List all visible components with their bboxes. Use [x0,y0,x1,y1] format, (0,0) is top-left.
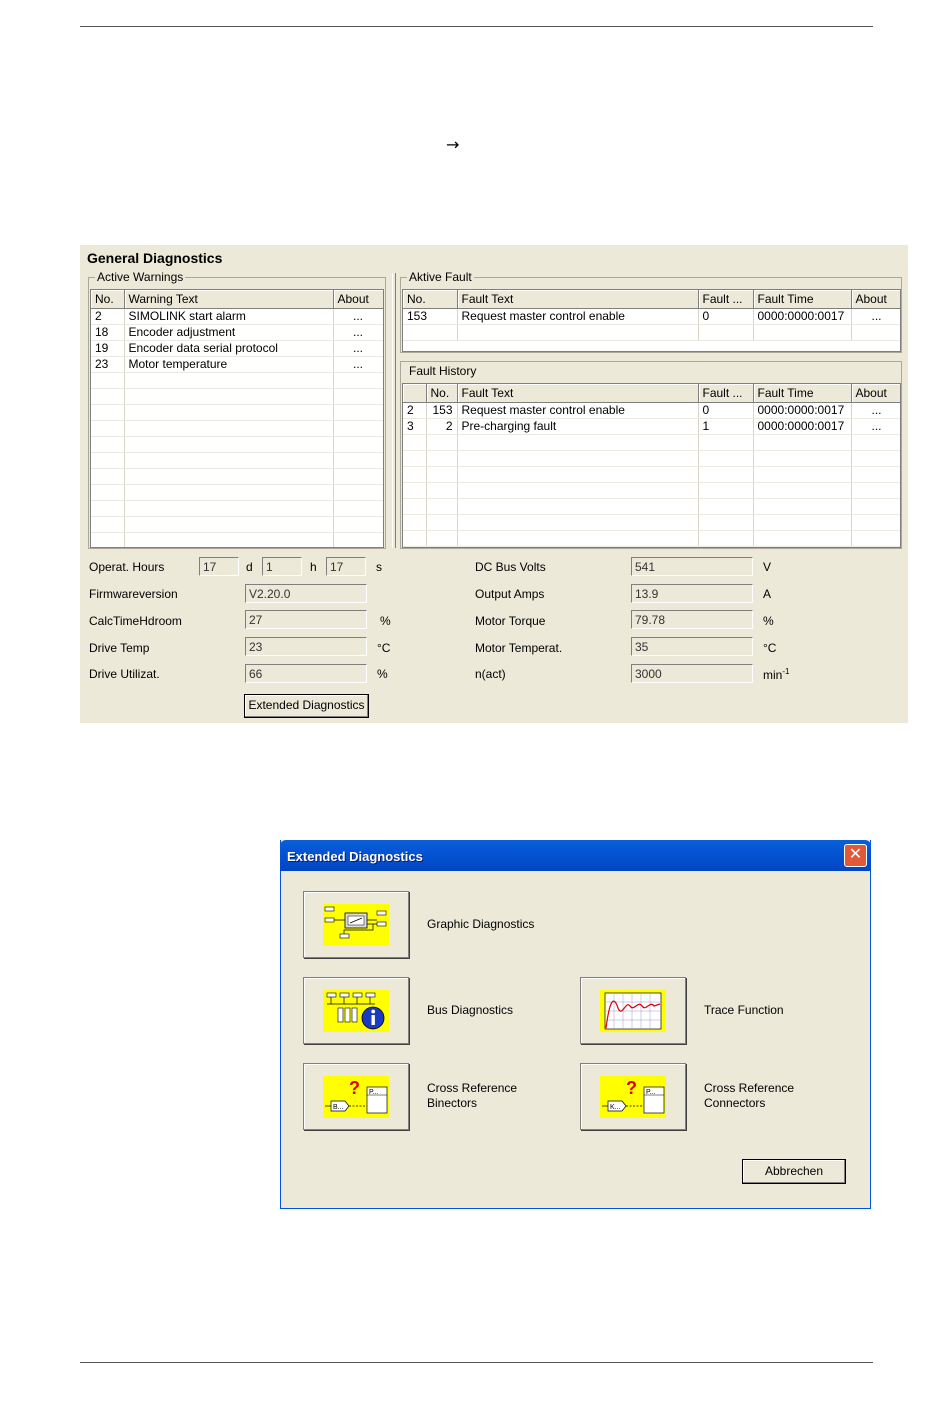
nact-label: n(act) [475,667,506,681]
warnings-cell [124,388,333,404]
warnings-cell [333,500,383,516]
history-cell [698,514,753,530]
util-label: Drive Utilizat. [89,667,160,681]
torque-field: 79.78 [631,610,753,629]
graphic-diagnostics-button[interactable] [303,891,409,958]
history-cell [457,482,698,498]
history-cell [403,498,426,514]
fault-col-header[interactable]: No. [403,290,457,308]
bus-diagnostics-label: Bus Diagnostics [427,1003,514,1017]
top-rule [80,26,873,27]
warnings-row[interactable] [91,484,383,500]
warnings-cell [91,404,124,420]
panel-title: General Diagnostics [87,250,223,266]
history-cell [457,498,698,514]
binector-p-glyph: P... [369,1089,379,1096]
history-col-header[interactable]: About [851,384,901,402]
connector-k-glyph: K... [610,1104,621,1111]
bus-diagnostics-button[interactable] [303,977,409,1044]
fault-col-header[interactable]: Fault Time [753,290,851,308]
fault-cell: 0000:0000:0017 [753,308,851,324]
amps-field: 13.9 [631,584,753,603]
history-row[interactable] [403,482,901,498]
fault-table[interactable] [402,289,901,352]
op-hours-field: 1 [262,557,302,576]
warnings-cell: Encoder data serial protocol [124,340,333,356]
fault-col-header[interactable]: Fault Text [457,290,698,308]
warnings-cell [91,468,124,484]
history-cell [753,450,851,466]
mtemp-label: Motor Temperat. [475,641,563,655]
op-d-unit: d [246,560,253,574]
history-label: Fault History [409,364,477,378]
trace-function-button[interactable] [580,977,686,1044]
warnings-row[interactable] [91,500,383,516]
calc-label: CalcTimeHdroom [89,614,182,628]
history-cell: 2 [403,402,426,418]
warnings-cell [124,468,333,484]
history-row[interactable] [403,466,901,482]
op-secs-field: 17 [326,557,366,576]
temp-field: 23 [245,637,367,656]
history-cell [426,530,457,546]
history-cell [698,434,753,450]
warnings-col-header[interactable]: No. [91,290,124,308]
history-cell [403,466,426,482]
fault-cell [851,324,901,340]
binectors-line-2: Binectors [427,1096,478,1110]
warnings-cell [124,500,333,516]
warnings-cell [91,516,124,532]
warnings-cell [91,452,124,468]
general-diagnostics-panel [80,245,908,723]
warnings-label: Active Warnings [97,270,184,284]
nact-unit-text: min [763,668,783,682]
warnings-row[interactable] [91,388,383,404]
history-col-header[interactable]: Fault ... [698,384,753,402]
history-cell: Pre-charging fault [457,418,698,434]
history-cell [753,514,851,530]
temp-label: Drive Temp [89,641,150,655]
cross-reference-binectors-label [427,1081,517,1111]
bottom-rule [80,1362,873,1363]
warnings-col-header[interactable]: About [333,290,383,308]
warnings-cell [91,436,124,452]
warnings-cell [124,420,333,436]
warnings-cell [333,436,383,452]
cross-reference-connectors-button[interactable] [580,1063,686,1130]
history-cell [851,450,901,466]
warnings-cell [333,484,383,500]
util-field: 66 [245,664,367,683]
fault-col-header[interactable]: Fault ... [698,290,753,308]
warnings-cell [333,532,383,548]
history-cell [753,482,851,498]
history-cell [851,434,901,450]
history-cell [753,434,851,450]
history-cell [851,482,901,498]
history-cell [403,434,426,450]
warnings-cell [333,372,383,388]
history-cell: ... [851,402,901,418]
fault-cell [698,324,753,340]
history-row[interactable] [403,450,901,466]
cancel-button[interactable]: Abbrechen [742,1159,846,1184]
warnings-cell [333,452,383,468]
mtemp-unit: °C [763,641,777,655]
history-row[interactable] [403,418,901,434]
warnings-cell [124,532,333,548]
warnings-row[interactable] [91,532,383,548]
history-cell [403,514,426,530]
fault-cell: 153 [403,308,457,324]
history-cell: 0 [698,402,753,418]
history-cell [753,466,851,482]
history-row[interactable] [403,514,901,530]
history-col-header[interactable]: Fault Text [457,384,698,402]
warnings-cell: Motor temperature [124,356,333,372]
graphic-diagnostics-label: Graphic Diagnostics [427,917,535,931]
dcbus-field: 541 [631,557,753,576]
history-col-header[interactable]: Fault Time [753,384,851,402]
warnings-row[interactable] [91,436,383,452]
dialog-titlebar[interactable] [280,840,871,871]
op-s-unit: s [376,560,382,574]
dcbus-unit: V [763,560,772,574]
history-cell [851,514,901,530]
connector-question-glyph: ? [626,1078,637,1098]
history-cell [698,498,753,514]
fault-cell: Request master control enable [457,308,698,324]
warnings-cell: ... [333,356,383,372]
warnings-cell [124,404,333,420]
trace-function-icon [600,990,666,1032]
history-cell [426,434,457,450]
connector-p-glyph: P... [646,1089,656,1096]
history-cell [457,450,698,466]
history-cell: ... [851,418,901,434]
connectors-line-2: Connectors [704,1096,766,1110]
calc-field: 27 [245,610,367,629]
warnings-cell [91,532,124,548]
history-cell [851,530,901,546]
torque-unit: % [763,614,774,628]
warnings-row[interactable] [91,372,383,388]
trace-function-label: Trace Function [704,1003,784,1017]
dcbus-label: DC Bus Volts [475,560,546,574]
dialog-title: Extended Diagnostics [287,849,423,864]
history-cell [698,482,753,498]
history-row[interactable] [403,434,901,450]
fault-cell [753,324,851,340]
nact-unit [763,667,789,682]
history-cell [753,498,851,514]
warnings-row[interactable] [91,340,383,356]
bus-diagnostics-icon [323,990,389,1032]
amps-label: Output Amps [475,587,545,601]
history-cell: 1 [698,418,753,434]
history-cell [851,466,901,482]
warnings-cell: ... [333,308,383,324]
history-table[interactable] [402,383,901,548]
warnings-cell [333,516,383,532]
warnings-cell [91,500,124,516]
connectors-line-1: Cross Reference [704,1081,795,1095]
warnings-cell: SIMOLINK start alarm [124,308,333,324]
history-col-header[interactable] [403,384,426,402]
graphic-diagnostics-icon [323,904,389,946]
nact-field: 3000 [631,664,753,683]
history-cell [457,466,698,482]
splitter[interactable] [392,273,396,548]
warnings-cell: Encoder adjustment [124,324,333,340]
warnings-cell [91,484,124,500]
op-days-field: 17 [199,557,239,576]
warnings-cell: 19 [91,340,124,356]
warnings-table[interactable] [90,289,384,548]
torque-label: Motor Torque [475,614,546,628]
fault-cell: 0 [698,308,753,324]
close-button[interactable]: ✕ [844,844,867,867]
amps-unit: A [763,587,772,601]
binectors-line-1: Cross Reference [427,1081,518,1095]
extended-diagnostics-button[interactable]: Extended Diagnostics [244,694,369,718]
warnings-row[interactable] [91,356,383,372]
cross-reference-binectors-button[interactable] [303,1063,409,1130]
cross-reference-binectors-icon [323,1076,389,1118]
warnings-cell [333,404,383,420]
history-row[interactable] [403,402,901,418]
warnings-cell [333,420,383,436]
history-cell: 153 [426,402,457,418]
history-cell [403,482,426,498]
warnings-cell: 2 [91,308,124,324]
fault-cell: ... [851,308,901,324]
warnings-cell: ... [333,340,383,356]
fw-field: V2.20.0 [245,584,367,603]
history-cell [426,482,457,498]
warnings-cell [124,484,333,500]
nact-unit-exp: -1 [782,667,790,676]
history-cell: 3 [403,418,426,434]
warnings-cell: 23 [91,356,124,372]
warnings-cell [333,388,383,404]
warnings-cell [124,516,333,532]
mtemp-field: 35 [631,637,753,656]
warnings-row[interactable] [91,404,383,420]
warnings-cell: ... [333,324,383,340]
warnings-cell [91,372,124,388]
history-cell [426,450,457,466]
cross-reference-connectors-label [704,1081,794,1111]
warnings-row[interactable] [91,516,383,532]
warnings-cell [124,372,333,388]
history-cell: Request master control enable [457,402,698,418]
fault-cell [403,324,457,340]
history-cell [851,498,901,514]
warnings-row[interactable] [91,452,383,468]
temp-unit: °C [377,641,391,655]
warnings-row[interactable] [91,420,383,436]
warnings-row[interactable] [91,308,383,324]
cross-reference-connectors-icon [600,1076,666,1118]
history-cell [403,530,426,546]
fault-cell [457,324,698,340]
warnings-col-header[interactable]: Warning Text [124,290,333,308]
op-h-unit: h [310,560,317,574]
history-cell [457,434,698,450]
warnings-cell [124,436,333,452]
extended-diagnostics-dialog [280,840,871,1209]
warnings-cell [91,420,124,436]
history-cell: 2 [426,418,457,434]
history-cell: 0000:0000:0017 [753,402,851,418]
fault-row[interactable] [403,308,901,324]
history-cell [698,530,753,546]
history-cell [426,466,457,482]
warnings-cell [333,468,383,484]
arrow-glyph: → [446,135,460,154]
history-cell [698,450,753,466]
history-cell [457,514,698,530]
history-cell [426,498,457,514]
warnings-cell [91,388,124,404]
history-cell [698,466,753,482]
history-row[interactable] [403,530,901,546]
history-cell [457,530,698,546]
history-cell: 0000:0000:0017 [753,418,851,434]
op-hours-label: Operat. Hours [89,560,165,574]
binector-question-glyph: ? [349,1078,360,1098]
warnings-row[interactable] [91,324,383,340]
util-unit: % [377,667,388,681]
warnings-row[interactable] [91,468,383,484]
history-row[interactable] [403,498,901,514]
fault-row[interactable] [403,324,901,340]
history-cell [403,450,426,466]
fault-col-header[interactable]: About [851,290,901,308]
history-cell [426,514,457,530]
history-cell [753,530,851,546]
fault-label: Aktive Fault [409,270,472,284]
warnings-cell: 18 [91,324,124,340]
calc-unit: % [380,614,391,628]
warnings-cell [124,452,333,468]
binector-b-glyph: B... [333,1104,344,1111]
history-col-header[interactable]: No. [426,384,457,402]
fw-label: Firmwareversion [89,587,178,601]
